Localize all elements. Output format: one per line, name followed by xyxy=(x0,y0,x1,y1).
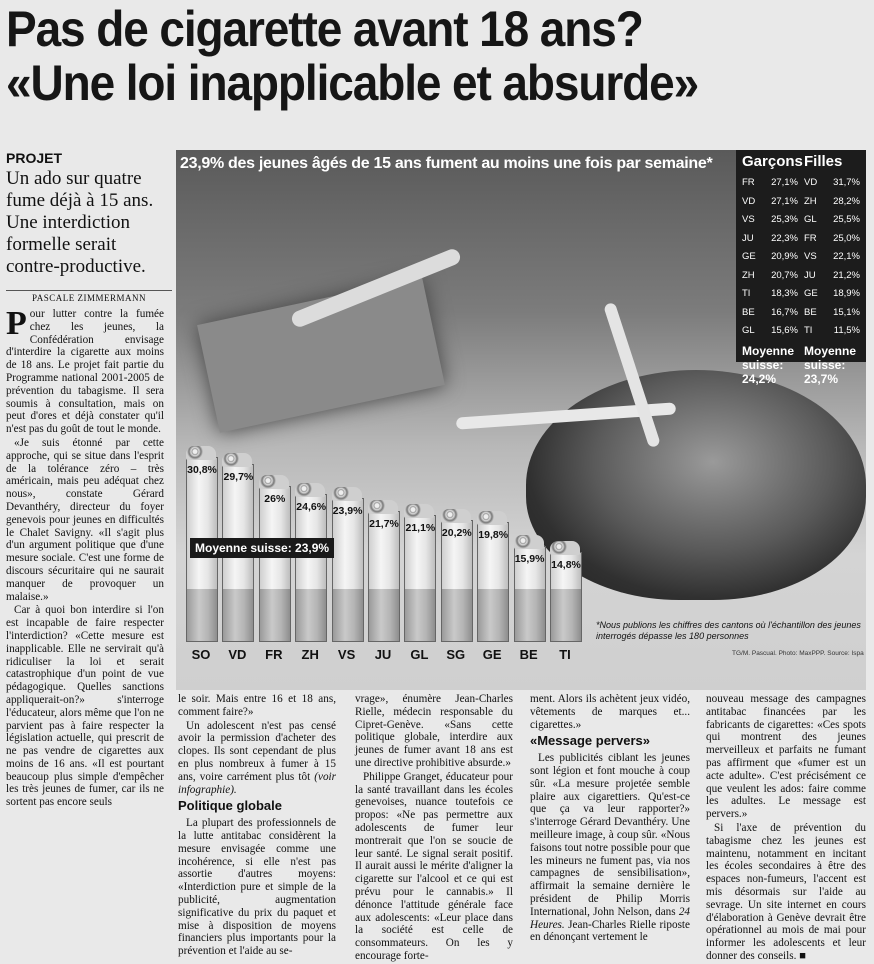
x-tick-label: JU xyxy=(374,647,392,662)
boys-header: Garçons xyxy=(742,153,803,170)
paragraph: Si l'axe de prévention du tabagisme chez les jeunes est maintenu, notamment en incitant les écoles secondaires à être des espaces non-fumeurs, l'accent est mis désormais sur l'aide au sevrage. Un site internet en cours d'élaboration à Genève devrait être opérationnel au mois de mai pour informer les adolescents et leur donner des conseils. ■ xyxy=(706,821,866,962)
canton-value: 16,7% xyxy=(771,306,798,318)
gender-table-row xyxy=(736,174,866,193)
canton-code: GL xyxy=(804,214,817,225)
gender-table-row xyxy=(736,267,866,286)
canton-code: GL xyxy=(742,325,755,336)
canton-code: TI xyxy=(742,288,751,299)
cigarette-filter xyxy=(551,589,581,641)
cigarette-filter xyxy=(296,589,326,641)
cigarette-filter xyxy=(260,589,290,641)
bar-value-label: 29,7% xyxy=(223,471,254,483)
canton-value: 20,9% xyxy=(771,251,798,262)
bar-value-label: 26% xyxy=(264,493,286,505)
canton-code: GE xyxy=(742,251,756,262)
cigarette-tip xyxy=(514,535,544,549)
infographic xyxy=(176,150,866,690)
canton-value: 21,2% xyxy=(833,269,860,281)
x-tick-label: GE xyxy=(482,647,502,662)
paragraph: vrage», énumère Jean-Charles Rielle, médecin responsable du Cipret-Genève. «Sans cette politique globale, interdire aux jeunes de fumer avant 18 ans est une directive prohibitive absurde.» xyxy=(355,693,513,769)
boys-average: Moyenne suisse: 24,2% xyxy=(742,343,795,386)
canton-value: 11,5% xyxy=(833,325,860,336)
bar-zh xyxy=(295,494,327,642)
canton-value: 27,1% xyxy=(771,177,798,188)
canton-value: 15,1% xyxy=(833,306,860,318)
canton-value: 31,7% xyxy=(833,177,860,188)
paragraph: La plupart des professionnels de la lutte antitabac considèrent la mesure envisagée comme une incohérence, si elle n'est pas assortie d'autres moyens: «Interdiction pure et simple de la publicité, augmentation significative du prix du paquet et mise à disposition de moyens financiers plus importants pour la prévention et l'aide au se- xyxy=(178,817,336,958)
canton-value: 18,9% xyxy=(833,288,860,299)
x-tick-label: VD xyxy=(228,647,247,662)
headline xyxy=(6,2,868,110)
bar-ti xyxy=(550,552,582,642)
bar-value-label: 21,7% xyxy=(369,518,399,530)
paragraph: ment. Alors ils achètent jeux vidéo, vêtements de marques et... cigarettes.» xyxy=(530,693,690,731)
x-tick-label: TI xyxy=(559,647,571,662)
canton-value: 22,1% xyxy=(833,251,860,262)
canton-code: FR xyxy=(742,177,755,188)
subheading: «Message pervers» xyxy=(530,733,650,749)
paragraph: Pour lutter contre la fumée chez les jeunes, la Confédération envisage d'interdire la cigarette aux moins de 18 ans. Le projet fait partie du Programme national 2001-2005 de prévention du tabagisme. Il sera soumis à consultation, mais on peut d'ores et déjà constater qu'il n'est pas du goût de tout le monde. xyxy=(6,305,164,436)
bar-value-label: 30,8% xyxy=(187,464,217,476)
bar-vs xyxy=(332,498,364,642)
kicker: PROJET xyxy=(6,150,63,166)
canton-code: JU xyxy=(804,269,816,281)
canton-code: TI xyxy=(804,325,813,336)
x-tick-label: ZH xyxy=(301,647,319,662)
canton-value: 27,1% xyxy=(771,195,798,207)
article-column-3 xyxy=(355,693,513,964)
canton-code: ZH xyxy=(742,269,755,281)
cigarette-filter xyxy=(515,589,545,641)
article-column-1 xyxy=(6,305,164,810)
article-column-5 xyxy=(706,693,866,964)
gender-table-row xyxy=(736,193,866,212)
gender-table xyxy=(736,150,866,386)
headline-line-1: Pas de cigarette avant 18 ans? xyxy=(6,1,643,57)
cigarette-filter xyxy=(333,589,363,641)
cigarette-filter xyxy=(478,589,508,641)
bar-chart xyxy=(176,430,596,642)
canton-value: 28,2% xyxy=(833,195,860,207)
cigarette-tip xyxy=(550,541,580,555)
canton-value: 25,0% xyxy=(833,232,860,244)
lead-text: Un ado sur quatre fume déjà à 15 ans. Une interdiction formelle serait contre-productive. xyxy=(6,168,154,277)
cigarette-tip xyxy=(368,500,398,514)
cigarette-tip xyxy=(404,504,434,518)
canton-code: VS xyxy=(804,251,817,262)
cigarette-tip xyxy=(441,509,471,523)
bar-value-label: 23,9% xyxy=(332,505,363,517)
cigarette-filter xyxy=(369,589,399,641)
cigarette-filter xyxy=(223,589,253,641)
article-column-2 xyxy=(178,693,336,959)
bar-value-label: 24,6% xyxy=(296,501,327,513)
x-tick-label: BE xyxy=(519,647,538,662)
cigarette-tip xyxy=(186,446,216,460)
cigarette-filter xyxy=(187,589,217,641)
cigarette-filter xyxy=(442,589,472,641)
cigarette-filter xyxy=(405,589,435,641)
paragraph: le soir. Mais entre 16 et 18 ans, comment faire?» xyxy=(178,693,336,718)
canton-value: 18,3% xyxy=(771,288,798,299)
bar-fr xyxy=(259,486,291,642)
credit: TG/M. Pascual. Photo: MaxPPP. Source: Ispa xyxy=(732,650,864,657)
girls-header: Filles xyxy=(804,153,843,170)
bar-gl xyxy=(404,515,436,642)
canton-value: 25,3% xyxy=(771,214,798,225)
bar-value-label: 20,2% xyxy=(441,527,472,539)
gender-table-row xyxy=(736,211,866,230)
cigarette-tip xyxy=(222,453,252,467)
cigarette-tip xyxy=(259,475,289,489)
drop-cap: P xyxy=(6,305,27,342)
canton-code: VD xyxy=(742,195,756,207)
bar-ge xyxy=(477,522,509,642)
canton-code: GE xyxy=(804,288,818,299)
canton-code: FR xyxy=(804,232,817,244)
x-tick-label: FR xyxy=(265,647,283,662)
bar-value-label: 19,8% xyxy=(478,529,509,541)
headline-line-2: «Une loi inapplicable et absurde» xyxy=(6,55,699,111)
canton-value: 20,7% xyxy=(771,269,798,281)
article-column-4 xyxy=(530,693,690,945)
gender-table-row xyxy=(736,230,866,249)
gender-table-row xyxy=(736,248,866,267)
subheading: Politique globale xyxy=(178,798,283,814)
x-tick-label: GL xyxy=(410,647,429,662)
canton-code: JU xyxy=(742,232,754,244)
bar-value-label: 15,9% xyxy=(514,553,545,565)
infographic-title: 23,9% des jeunes âgés de 15 ans fument au moins une fois par semaine* xyxy=(180,155,713,172)
cigarette-tip xyxy=(477,511,507,525)
bar-ju xyxy=(368,511,400,642)
paragraph: Philippe Granget, éducateur pour la santé travaillant dans les écoles genevoises, nuance toutefois ce propos: «Ne pas permettre aux adolescents de fumer leur montrerait que l'on se soucie de leur santé. Le signal serait positif. Il aurait aussi le mérite d'aligner la cigarette sur l'alcool et ce qui est prévu pour le cannabis.» Il dénonce l'attitude générale face aux adolescents: «Leur place dans la société est celle de consommateurs. On les y encourage forte- xyxy=(355,770,513,962)
byline: PASCALE ZIMMERMANN xyxy=(6,290,172,303)
canton-code: VD xyxy=(804,177,818,188)
canton-code: VS xyxy=(742,214,755,225)
gender-table-row xyxy=(736,322,866,341)
average-banner: Moyenne suisse: 23,9% xyxy=(190,538,334,558)
cigarette-tip xyxy=(332,487,362,501)
paragraph: Les publicités ciblant les jeunes sont légion et font mouche à coup sûr. «La mesure projetée semble plaire aux cigarettiers. Qu'est-ce que ça va leur rapporter?» s'interroge Gérard Devanthéry. Une meilleure image, à coup sûr. «Nous faisons tout notre possible pour que les mineurs ne fument pas, via nos campagnes de sensibilisation», affirmait la semaine dernière le président de Philip Morris International, John Nelson, dans 24 Heures. Jean-Charles Rielle riposte en dénonçant vertement le xyxy=(530,752,690,944)
canton-code: BE xyxy=(742,306,755,318)
gender-table-row xyxy=(736,304,866,323)
x-tick-label: VS xyxy=(337,647,356,662)
bar-value-label: 14,8% xyxy=(551,559,581,571)
x-tick-label: SO xyxy=(191,647,211,662)
canton-value: 22,3% xyxy=(771,232,798,244)
paragraph: nouveau message des campagnes antitabac financées par les fabricants de cigarettes: «Ces spots qui montrent des jeunes merveilleux et parfaits ne fumant pas affirment que «fumer est un acte adulte». C'est précisément ce que veulent les ados: faire comme les adultes. Le message est pervers.» xyxy=(706,693,866,821)
canton-value: 15,6% xyxy=(771,325,798,336)
bar-sg xyxy=(441,520,473,642)
bar-be xyxy=(514,546,546,642)
footnote: *Nous publions les chiffres des cantons où l'échantillon des jeunes interrogés dépasse les 180 personnes xyxy=(596,620,861,641)
x-tick-label: SG xyxy=(446,647,466,662)
gender-table-rows xyxy=(736,174,866,341)
cigarette-tip xyxy=(295,483,325,497)
paragraph: Car à quoi bon interdire si l'on est incapable de faire respecter l'interdiction? «Cette mesure est inapplicable. Elle ne servirait qu'à ridiculiser la loi et serait catastrophique d'un point de vue pédagogique. Quelles sanctions appliquerait-on?» s'interroge l'éducateur, alors même que l'on ne parvient pas à faire respecter la législation actuelle, qui prescrit de ne pas vendre de cigarettes aux moins de 16 ans. «Il est pourtant beaucoup plus simple d'empêcher les très jeunes de fumer, car ils ne sortent pas encore seuls xyxy=(6,604,164,809)
paragraph: «Je suis étonné par cette approche, qui se situe dans l'esprit de la tolérance zéro – très américain, mais peu adéquat chez nous», constate Gérard Devanthéry, directeur du foyer genevois pour jeunes en difficultés le Chalet Savigny. «Il s'agit plus d'un argument politique que d'une mesure sociale. C'est une forme de discours sécuritaire qui ne saurait manquer de provoquer un malaise.» xyxy=(6,436,164,603)
girls-average: Moyenne suisse: 23,7% xyxy=(804,343,857,386)
paragraph: Un adolescent n'est pas censé avoir la permission d'acheter des clopes. Ils sont cependant de plus en plus nombreux à fumer à 15 ans, voire carrément plus tôt (voir infographie). xyxy=(178,719,337,796)
gender-table-row xyxy=(736,285,866,304)
canton-code: BE xyxy=(804,306,817,318)
bar-value-label: 21,1% xyxy=(405,522,436,534)
canton-code: ZH xyxy=(804,195,817,207)
canton-value: 25,5% xyxy=(833,214,860,225)
